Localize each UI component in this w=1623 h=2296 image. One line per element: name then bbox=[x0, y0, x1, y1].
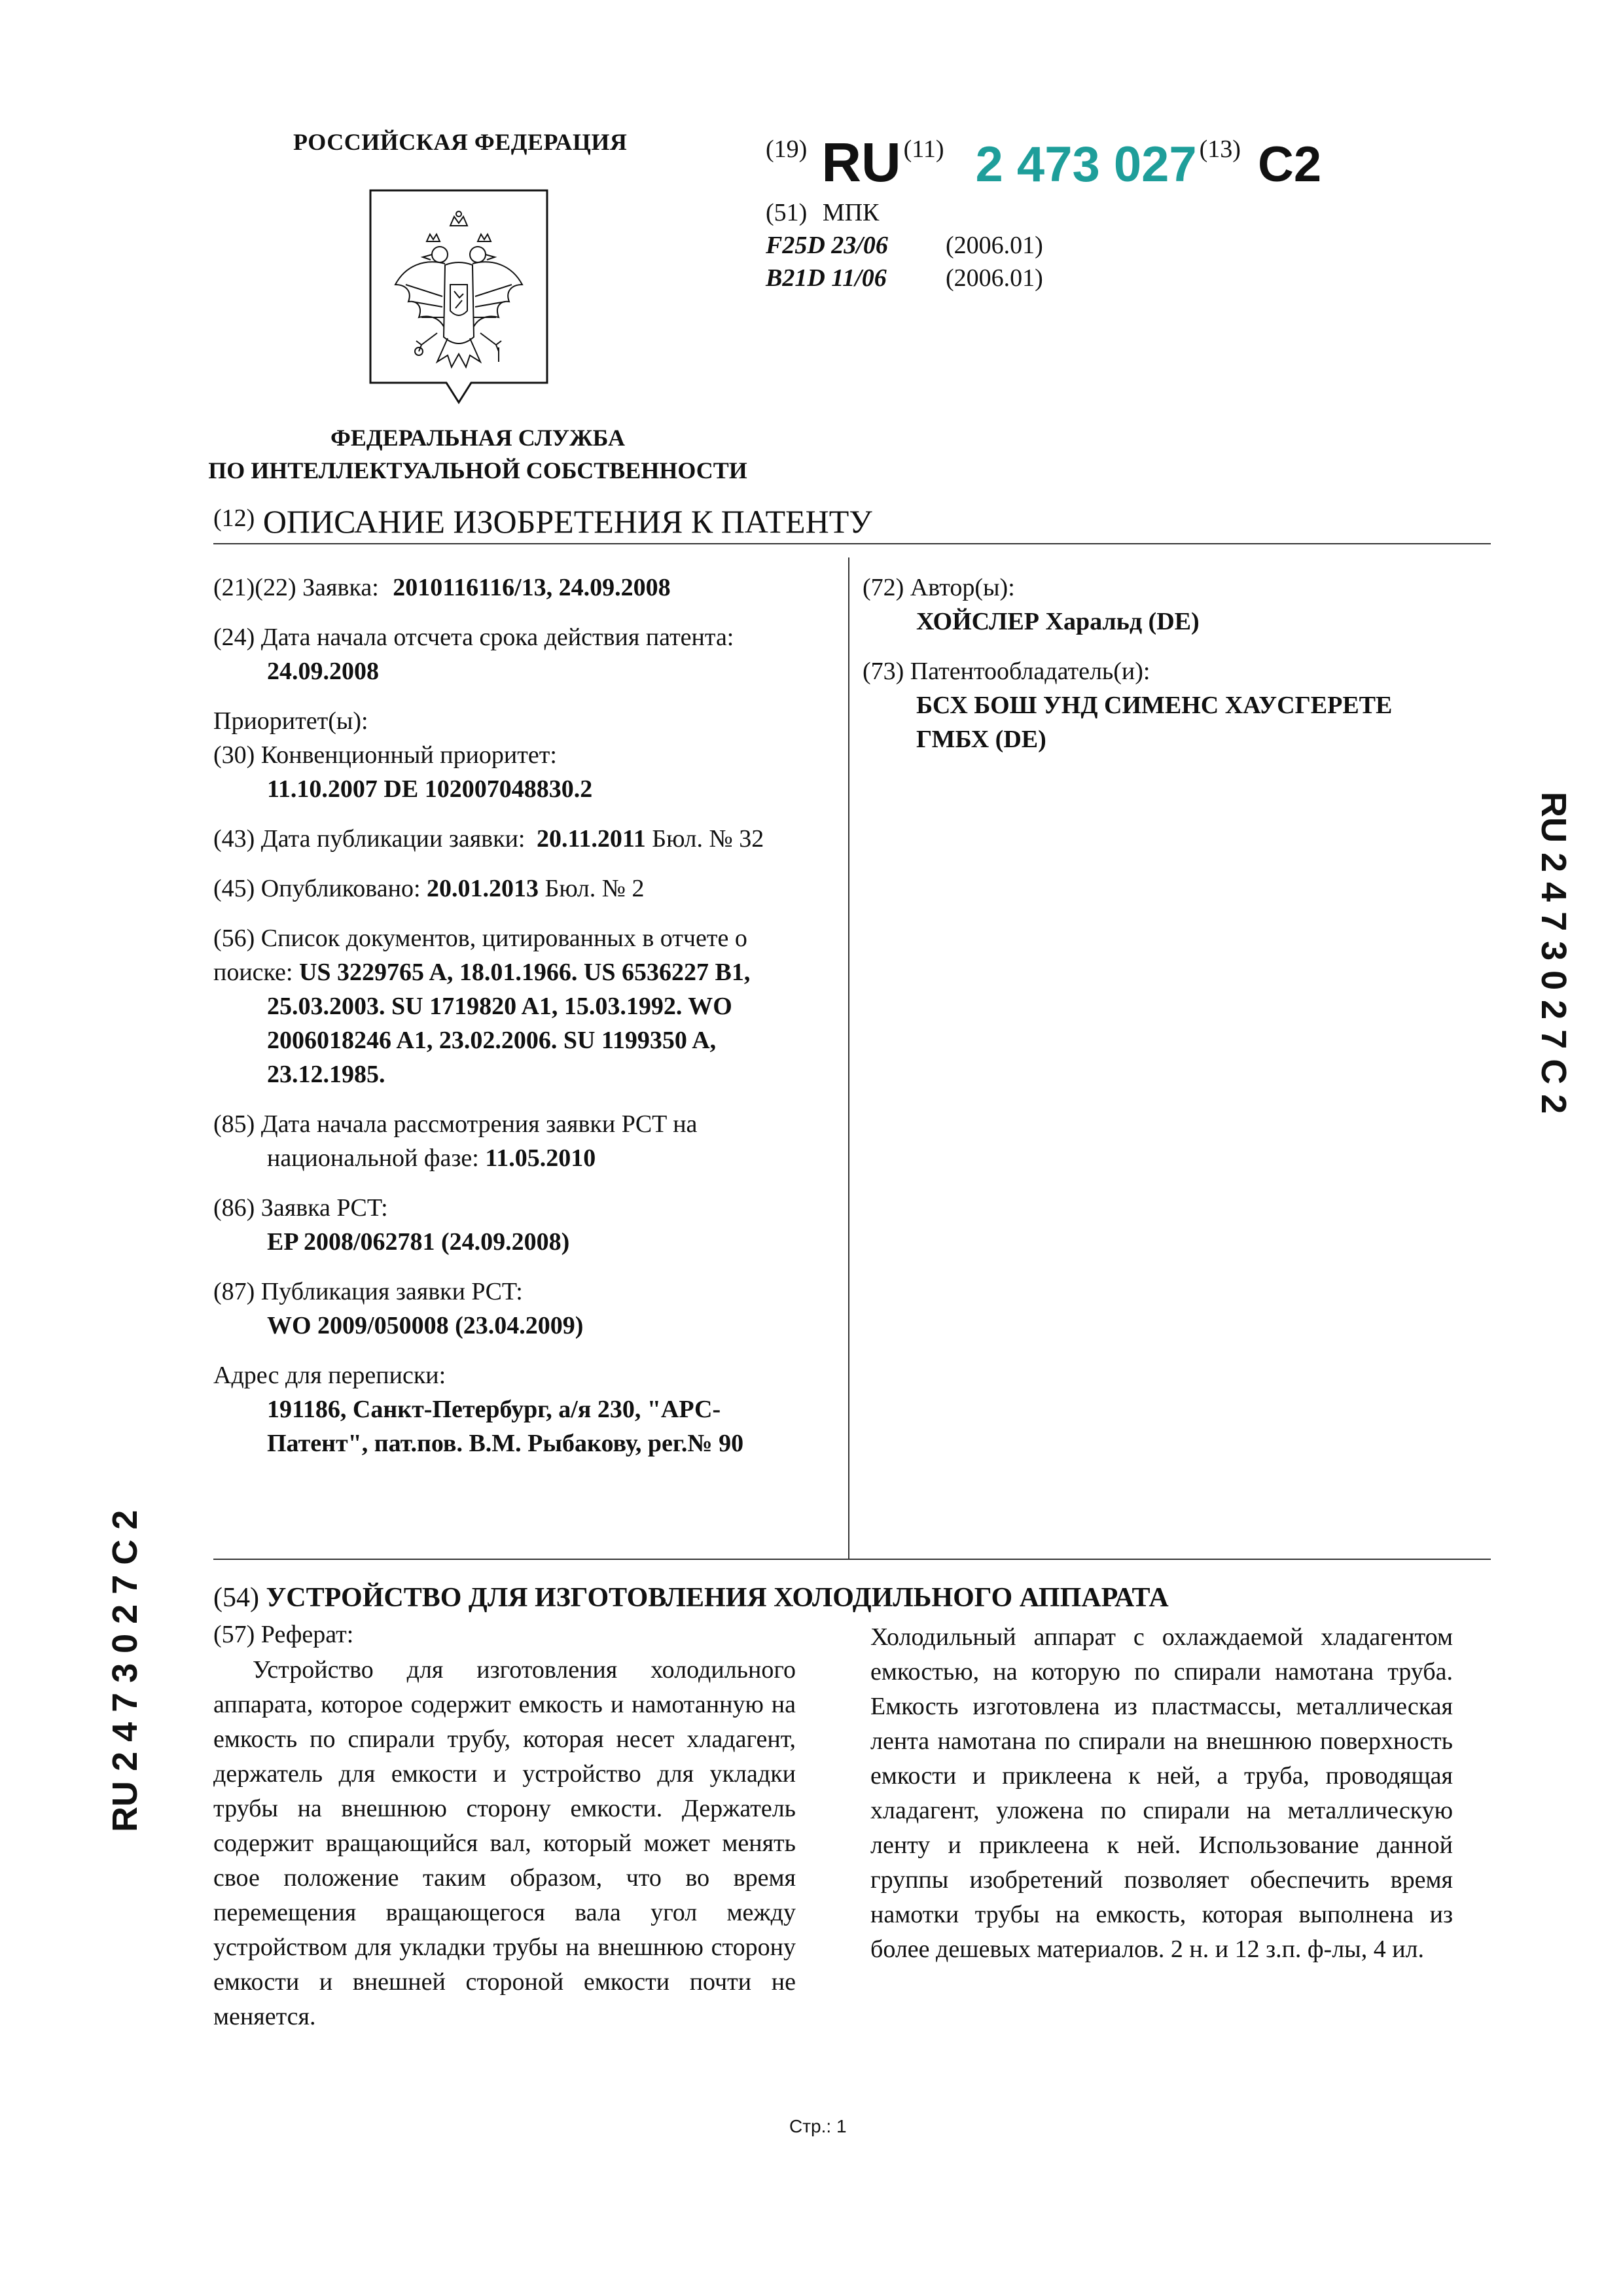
title-divider bbox=[213, 543, 1491, 544]
ipc-version: (2006.01) bbox=[946, 232, 1043, 259]
page-number: Стр.: 1 bbox=[789, 2116, 847, 2136]
column-divider bbox=[848, 557, 849, 1559]
pct-publication-label: (87) Публикация заявки PCT: bbox=[213, 1278, 523, 1305]
pct-application-value: EP 2008/062781 (24.09.2008) bbox=[267, 1228, 570, 1256]
pct-publication-value: WO 2009/050008 (23.04.2009) bbox=[267, 1312, 584, 1339]
patent-holder-line: ГМБХ (DE) bbox=[916, 726, 1046, 753]
inid-code-19: (19) bbox=[766, 135, 808, 163]
application-publication-label: (43) Дата публикации заявки: bbox=[213, 825, 526, 853]
federal-service-name bbox=[196, 421, 759, 487]
pct-application-label: (86) Заявка PCT: bbox=[213, 1194, 388, 1222]
pct-national-phase-label: (85) Дата начала рассмотрения заявки PCT на bbox=[213, 1110, 698, 1138]
priority-label: Приоритет(ы): bbox=[213, 707, 368, 735]
correspondence-address-line: Патент", пат.пов. В.М. Рыбакову, рег.№ 90 bbox=[267, 1430, 744, 1457]
application-publication-date: 20.11.2011 bbox=[536, 825, 646, 853]
inid-code-54: (54) bbox=[213, 1583, 259, 1613]
abstract-label: (57) Реферат: bbox=[213, 1621, 354, 1648]
correspondence-address-line: 191186, Санкт-Петербург, а/я 230, "АРС- bbox=[267, 1396, 721, 1423]
citations-label: (56) Список документов, цитированных в отчете о bbox=[213, 925, 747, 952]
convention-priority-label: (30) Конвенционный приоритет: bbox=[213, 741, 557, 769]
term-start-entry bbox=[213, 620, 829, 688]
term-start-label: (24) Дата начала отсчета срока действия патента: bbox=[213, 624, 734, 651]
author-entry bbox=[863, 571, 1491, 639]
published-entry bbox=[213, 872, 829, 906]
citation-line: US 3229765 A, 18.01.1966. US 6536227 B1, bbox=[298, 959, 751, 986]
pct-application-entry bbox=[213, 1191, 829, 1259]
pct-national-phase-label-cont: национальной фазе: bbox=[267, 1144, 479, 1172]
bibliographic-right-column bbox=[863, 571, 1491, 772]
pct-publication-entry bbox=[213, 1275, 829, 1343]
ipc-classification bbox=[766, 196, 1043, 294]
application-label: (21)(22) Заявка: bbox=[213, 574, 379, 601]
published-bulletin: Бюл. № 2 bbox=[544, 875, 645, 902]
country-name: РОССИЙСКАЯ ФЕДЕРАЦИЯ bbox=[293, 129, 628, 155]
correspondence-address-entry bbox=[213, 1358, 829, 1460]
application-entry bbox=[213, 571, 829, 605]
publication-number-line bbox=[766, 131, 1321, 203]
patent-holder-entry bbox=[863, 654, 1491, 756]
inid-code-13: (13) bbox=[1199, 135, 1241, 163]
side-patent-code-right: RU 2 4 7 3 0 2 7 C 2 bbox=[1534, 792, 1573, 1114]
application-publication-entry bbox=[213, 822, 829, 856]
citations-label-cont: поиске: bbox=[213, 959, 293, 986]
patent-number: 2 473 027 bbox=[975, 137, 1197, 192]
pct-national-phase-entry bbox=[213, 1107, 829, 1175]
patent-holder-line: БСХ БОШ УНД СИМЕНС ХАУСГЕРЕТЕ bbox=[916, 692, 1393, 719]
coat-of-arms-emblem bbox=[366, 186, 551, 406]
published-date: 20.01.2013 bbox=[427, 875, 539, 902]
ipc-entry bbox=[766, 229, 1043, 262]
citation-line: 25.03.2003. SU 1719820 A1, 15.03.1992. WO bbox=[267, 993, 732, 1020]
application-publication-bulletin: Бюл. № 32 bbox=[652, 825, 764, 853]
invention-title-text: УСТРОЙСТВО ДЛЯ ИЗГОТОВЛЕНИЯ ХОЛОДИЛЬНОГО АППАРАТА bbox=[266, 1583, 1169, 1613]
inid-code-11: (11) bbox=[903, 135, 944, 163]
inid-code-12: (12) bbox=[213, 504, 255, 532]
biblio-bottom-divider bbox=[213, 1559, 1491, 1560]
citations-entry bbox=[213, 921, 829, 1091]
kind-code: C2 bbox=[1257, 137, 1322, 192]
federal-service-line2: ПО ИНТЕЛЛЕКТУАЛЬНОЙ СОБСТВЕННОСТИ bbox=[208, 457, 747, 484]
invention-title bbox=[213, 1582, 1169, 1614]
published-label: (45) Опубликовано: bbox=[213, 875, 421, 902]
author-value: ХОЙСЛЕР Харальд (DE) bbox=[916, 608, 1200, 635]
side-patent-code-left: RU 2 4 7 3 0 2 7 C 2 bbox=[105, 1510, 145, 1832]
application-value: 2010116116/13, 24.09.2008 bbox=[393, 574, 671, 601]
convention-priority-value: 11.10.2007 DE 102007048830.2 bbox=[267, 775, 593, 803]
abstract-text-right: Холодильный аппарат с охлаждаемой хладагентом емкостью, на которую по спирали намотана труба. Емкость изготовлена из пластмассы, металлическая лента намотана по спирали на внешнюю поверхность емкости и приклеена к ней, а труба, проводящая хладагент, уложена по спирали на металлическую ленту и приклеена к ней. Использование данной группы изобретений позволяет обеспечить время намотки трубы на емкость, которая выполнена из более дешевых материалов. 2 н. и 12 з.п. ф-лы, 4 ил. bbox=[870, 1623, 1453, 1963]
abstract-text-left: Устройство для изготовления холодильного аппарата, которое содержит емкость и намотанную на емкость по спирали трубу, которая несет хладагент, держатель для емкости и устройство для укладки трубы на внешнюю сторону емкости. Держатель содержит вращающийся вал, который может менять свое положение таким образом, что во время перемещения вращающегося вала угол между устройством для укладки трубы на внешнюю сторону емкости и внешней стороной емкости почти не меняется. bbox=[213, 1656, 796, 2030]
citation-line: 2006018246 A1, 23.02.2006. SU 1199350 A, bbox=[267, 1027, 717, 1054]
document-title-text: ОПИСАНИЕ ИЗОБРЕТЕНИЯ К ПАТЕНТУ bbox=[262, 503, 872, 540]
document-title bbox=[213, 503, 872, 540]
term-start-value: 24.09.2008 bbox=[267, 658, 379, 685]
ipc-code: F25D 23/06 bbox=[766, 232, 888, 259]
inid-code-51: (51) bbox=[766, 199, 808, 226]
patent-holder-label: (73) Патентообладатель(и): bbox=[863, 658, 1150, 685]
author-label: (72) Автор(ы): bbox=[863, 574, 1015, 601]
mpk-label: МПК bbox=[822, 199, 880, 226]
ipc-version: (2006.01) bbox=[946, 264, 1043, 292]
correspondence-address-label: Адрес для переписки: bbox=[213, 1362, 446, 1389]
convention-priority-entry bbox=[213, 738, 829, 806]
country-code: RU bbox=[821, 132, 901, 193]
citation-line: 23.12.1985. bbox=[267, 1061, 385, 1088]
double-headed-eagle-icon bbox=[366, 186, 551, 406]
federal-service-line1: ФЕДЕРАЛЬНАЯ СЛУЖБА bbox=[330, 425, 625, 451]
pct-national-phase-date: 11.05.2010 bbox=[485, 1144, 596, 1172]
bibliographic-left-column bbox=[213, 571, 829, 1476]
ipc-entry bbox=[766, 262, 1043, 294]
ipc-code: B21D 11/06 bbox=[766, 264, 887, 292]
